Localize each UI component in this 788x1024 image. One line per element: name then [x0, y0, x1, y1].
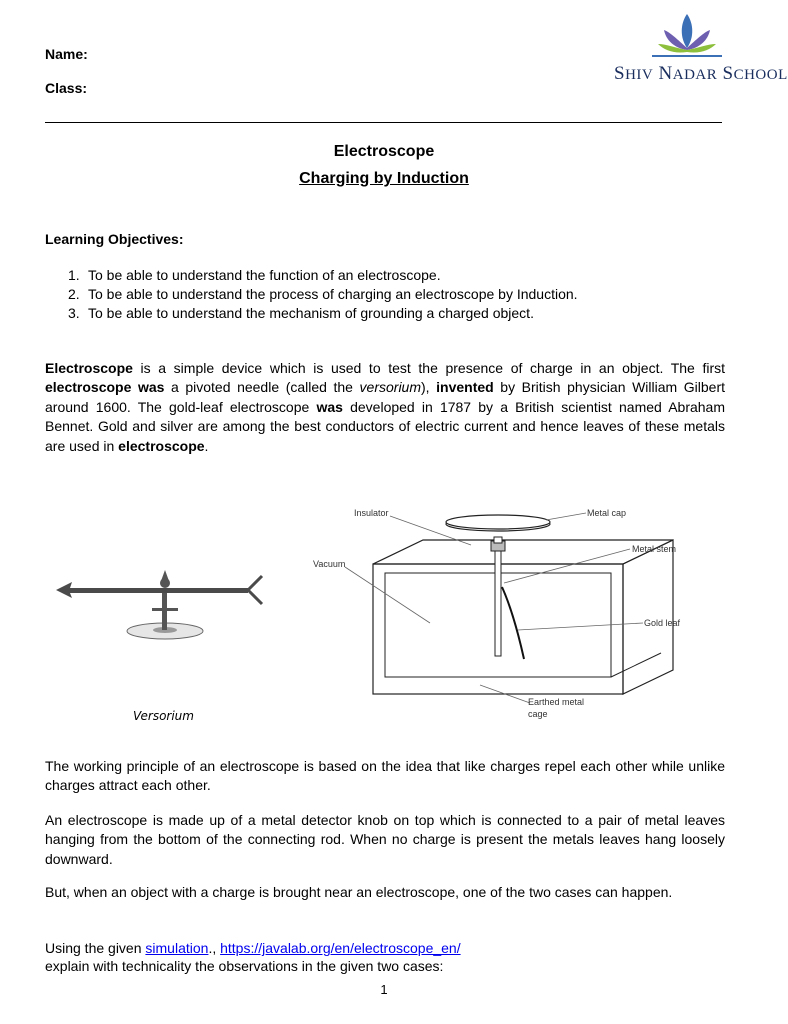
objectives-heading: Learning Objectives: [45, 231, 184, 247]
school-name: SHIV NADAR SCHOOL [614, 63, 788, 84]
class-label: Class: [45, 80, 88, 96]
label-metal-stem: Metal stem [632, 544, 677, 554]
school-logo [612, 10, 788, 90]
page-number: 1 [380, 982, 388, 997]
objective-item: 3. To be able to understand the mechanism of grounding a charged object. [68, 305, 534, 321]
electroscope-diagram [308, 497, 726, 725]
label-insulator: Insulator [354, 508, 389, 518]
versorium-caption: Versorium [133, 709, 194, 723]
label-earthed-cage-2: cage [528, 709, 548, 719]
principle-paragraph: The working principle of an electroscope is based on the idea that like charges repel each other while unlike charges attract each other. [45, 758, 725, 794]
simulation-link[interactable]: simulation [145, 940, 209, 956]
page-title: Electroscope [333, 143, 435, 160]
header-divider [45, 122, 722, 123]
javalab-link[interactable]: https://javalab.org/en/electroscope_en/ [220, 940, 461, 956]
label-metal-cap: Metal cap [587, 508, 627, 518]
name-label: Name: [45, 46, 88, 62]
versorium-figure [48, 560, 273, 650]
label-vacuum: Vacuum [313, 559, 346, 569]
simulation-paragraph: Using the given simulation., https://javalab.org/en/electroscope_en/ [45, 940, 461, 956]
page-subtitle: Charging by Induction [299, 170, 469, 187]
instruction-paragraph: explain with technicality the observations in the given two cases: [45, 958, 444, 974]
label-earthed-cage-1: Earthed metal [528, 697, 585, 707]
objective-item: 1. To be able to understand the function of an electroscope. [68, 267, 441, 283]
objectives-list [45, 266, 735, 323]
lotus-icon [612, 10, 762, 62]
label-gold-leaf: Gold leaf [644, 618, 681, 628]
cases-paragraph: But, when an object with a charge is brought near an electroscope, one of the two cases can happen. [45, 884, 673, 900]
construction-paragraph: An electroscope is made up of a metal detector knob on top which is connected to a pair of metal leaves hanging from the bottom of the connecting rod. When no charge is present the metals leaves hang loosely downward. [45, 812, 725, 867]
objective-item: 2. To be able to understand the process of charging an electroscope by Induction. [68, 286, 578, 302]
intro-paragraph: Electroscope is a simple device which is used to test the presence of charge in an object. The first electroscope was a pivoted needle (called the versorium), invented by British physician William Gilbert around 1600. The gold-leaf electroscope was developed in 1787 by a British scientist named Abraham Bennet. Gold and silver are among the best conductors of electric current and hence leaves of these metals are used in electroscope. [45, 360, 726, 454]
